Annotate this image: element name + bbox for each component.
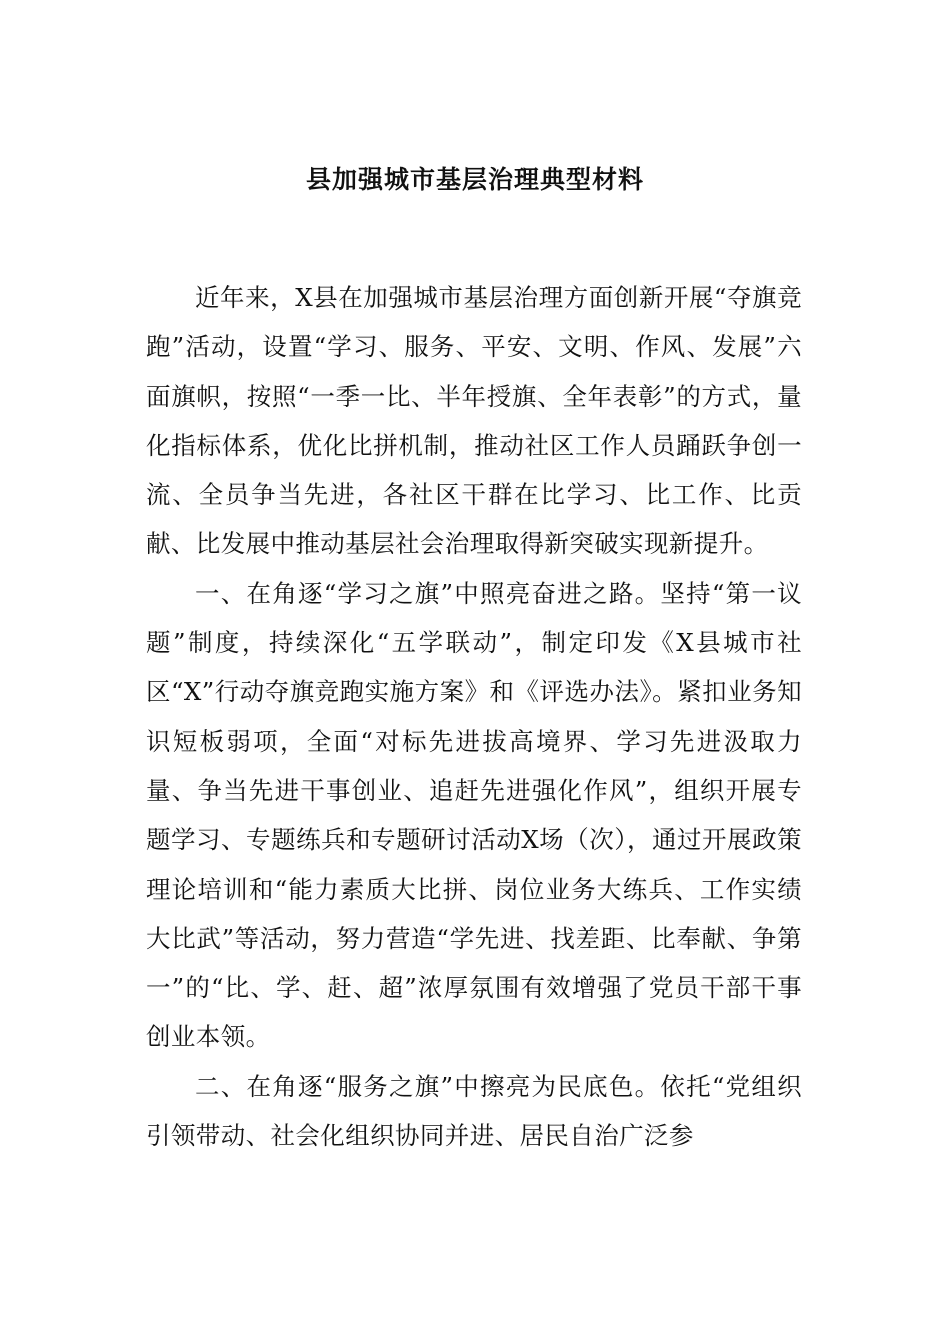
- document-title: 县加强城市基层治理典型材料: [305, 165, 644, 194]
- document-body: [146, 273, 802, 1160]
- paragraph-intro: 近年来，X县在加强城市基层治理方面创新开展“夺旗竞跑”活动，设置“学习、服务、平安、文明、作风、发展”六面旗帜，按照“一季一比、半年授旗、全年表彰”的方式，量化指标体系，优化比拼机制，推动社区工作人员踊跃争创一流、全员争当先进，各社区干群在比学习、比工作、比贡献、比发展中推动基层社会治理取得新突破实现新提升。: [146, 283, 802, 559]
- paragraph-section-1: 一、在角逐“学习之旗”中照亮奋进之路。坚持“第一议题”制度，持续深化“五学联动”，制定印发《X县城市社区“X”行动夺旗竞跑实施方案》和《评选办法》。紧扣业务知识短板弱项，全面“对标先进拔高境界、学习先进汲取力量、争当先进干事创业、追赶先进强化作风”，组织开展专题学习、专题练兵和专题研讨活动X场（次），通过开展政策理论培训和“能力素质大比拼、岗位业务大练兵、工作实绩大比武”等活动，努力营造“学先进、找差距、比奉献、争第一”的“比、学、赶、超”浓厚氛围有效增强了党员干部干事创业本领。: [146, 578, 802, 1052]
- paragraph-section-2: 二、在角逐“服务之旗”中擦亮为民底色。依托“党组织引领带动、社会化组织协同并进、居民自治广泛参: [146, 1071, 802, 1151]
